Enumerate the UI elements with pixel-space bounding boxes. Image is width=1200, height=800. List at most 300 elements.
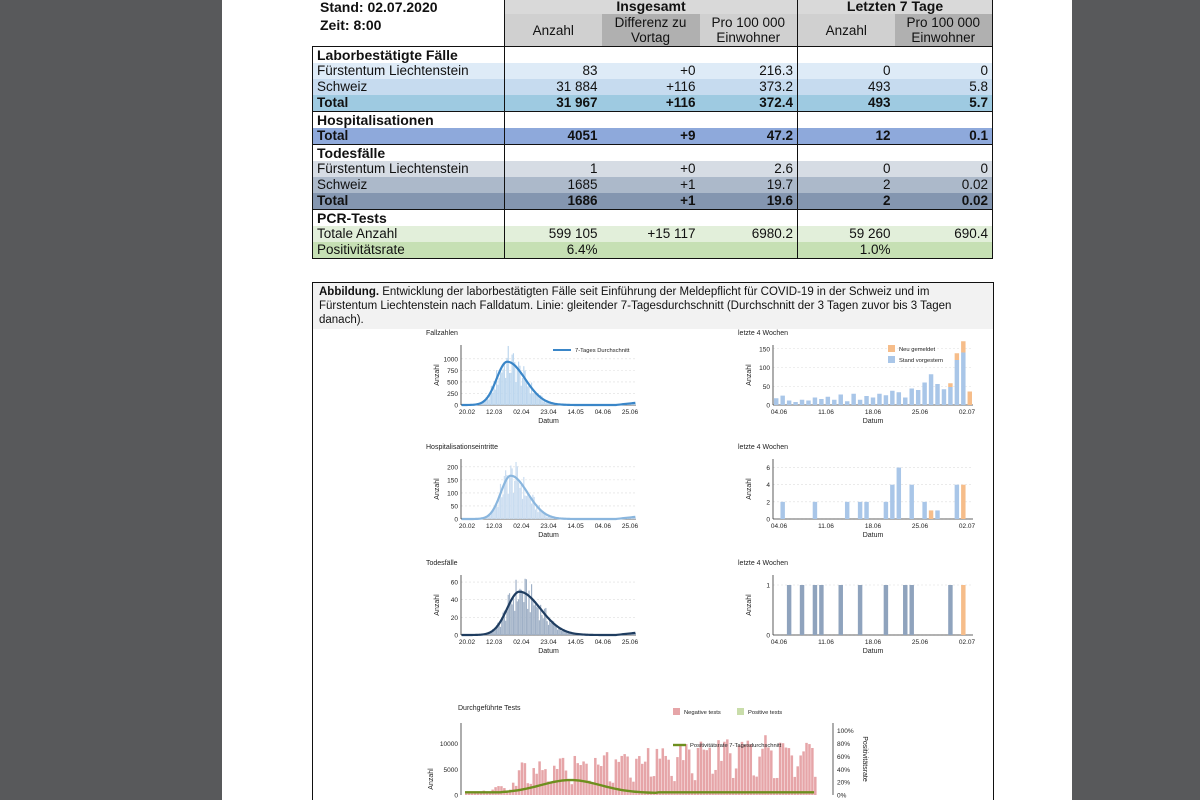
chart-title: Durchgeführte Tests [458,705,521,712]
bar [729,753,731,795]
bar [594,758,596,795]
bar [500,369,501,405]
x-tick-label: 14.05 [567,639,584,646]
bar [531,584,532,635]
x-tick-label: 23.04 [540,639,557,646]
cell-pro-100000-7-tage: 5.8 [895,79,993,95]
y-tick-label: 150 [759,346,770,354]
bar [744,745,746,795]
section-title: Todesfälle [313,145,505,162]
table-row [313,193,993,210]
bar [884,395,888,405]
x-axis-label: Datum [862,532,884,539]
x-tick-label: 18.06 [864,639,882,646]
cell-pro-100000-7-tage: 0.02 [895,177,993,193]
bar [526,496,527,519]
bar [497,385,498,405]
bar [819,399,823,405]
row-label: Positivitätsrate [313,242,505,259]
bar [948,383,952,387]
bar [735,768,737,795]
cell-anzahl-7-tage: 493 [798,79,895,95]
bar [929,374,933,405]
bar [536,607,537,635]
bar [495,630,496,635]
y-tick-label: 0 [454,516,458,524]
cell-anzahl-7-tage: 2 [798,193,895,210]
cell-anzahl: 1686 [505,193,602,210]
bar [800,400,804,405]
bar [813,398,817,406]
cell-differenz: +116 [602,79,700,95]
bar [506,358,507,405]
caption-label: Abbildung. [319,286,380,298]
cell-pro-100000-7-tage: 0 [895,63,993,79]
bar [814,777,816,795]
y-axis-label: Anzahl [746,594,753,616]
x-tick-label: 20.02 [458,523,476,530]
bar [799,755,801,795]
section-spacer [602,145,700,162]
x-tick-label: 20.02 [458,409,476,416]
bar [532,600,533,635]
section-spacer [602,112,700,129]
bar [550,623,551,635]
bar [493,510,494,519]
bar [497,507,498,519]
bar [909,485,913,519]
bar [884,585,888,635]
cell-anzahl-7-tage: 12 [798,128,895,145]
bar [682,760,684,795]
bar [468,794,470,795]
bar [522,378,523,405]
col-differenz: Differenz zu Vortag [602,14,700,47]
cell-differenz: +1 [602,177,700,193]
bar [513,493,514,519]
bar [811,748,813,795]
x-tick-label: 02.04 [513,639,530,646]
cell-empty [895,242,993,259]
bar [955,360,959,405]
x-tick-label: 18.06 [864,409,882,416]
y2-tick-label: 60% [837,753,851,761]
x-tick-label: 04.06 [594,639,611,646]
bar [527,386,528,405]
x-tick-label: 25.06 [911,523,929,530]
row-label: Schweiz [313,79,505,95]
bar [494,787,496,795]
bar [493,631,494,635]
bar [495,390,496,405]
bar [606,752,608,795]
cell-anzahl: 83 [505,63,602,79]
bar [562,758,564,795]
x-tick-label: 23.04 [540,409,557,416]
bar [935,510,939,519]
bar [513,598,514,635]
y-tick-label: 100 [447,490,458,498]
cell-anzahl: 1685 [505,177,602,193]
y-tick-label: 500 [447,379,458,387]
bar [526,579,527,635]
bar [864,396,868,405]
legend-swatch [673,708,680,715]
cell-anzahl-7-tage: 0 [798,161,895,177]
bar [528,494,529,519]
bar [903,585,907,635]
bar [512,604,513,635]
bar [961,353,965,406]
cell-anzahl-7-tage: 2 [798,177,895,193]
bar [499,378,500,405]
bar [761,749,763,795]
bar [568,780,570,795]
y2-tick-label: 20% [837,779,851,787]
bar [465,794,467,795]
cell-anzahl-7-tage: 1.0% [798,242,895,259]
bar [826,397,830,405]
bar [537,608,538,635]
x-tick-label: 20.02 [458,639,476,646]
bar [780,396,784,405]
bar [523,477,524,519]
cell-differenz: +9 [602,128,700,145]
cell-pro-100000-7-tage: 5.7 [895,95,993,112]
row-label: Totale Anzahl [313,226,505,242]
cell-differenz: +116 [602,95,700,112]
chart-title: letzte 4 Wochen [738,560,789,567]
bar [845,401,849,405]
bar [522,593,523,635]
y2-tick-label: 80% [837,741,851,749]
section-title: PCR-Tests [313,210,505,227]
header-empty [313,14,505,47]
bar [961,485,965,519]
stand-date: Stand: 02.07.2020 [320,0,438,15]
y2-tick-label: 40% [837,766,851,774]
bar [770,750,772,795]
y-axis-label: Anzahl [746,478,753,500]
y-tick-label: 5000 [443,766,458,774]
bar [513,353,514,405]
header-empty [313,0,505,14]
bar [800,585,804,635]
section-title: Hospitalisationen [313,112,505,129]
bar [738,746,740,795]
bar [531,504,532,519]
legend-label: Positivitätsrate 7-Tagesdurchschnitt [690,743,782,749]
bar [541,615,542,635]
bar [509,477,510,519]
bar [541,770,543,795]
bar [897,392,901,405]
x-tick-label: 02.07 [958,523,976,530]
bar [832,400,836,405]
bar [662,748,664,795]
bar [510,603,511,635]
table-row [313,128,993,145]
bar [519,589,520,635]
x-tick-label: 25.06 [911,409,929,416]
bar [723,742,725,795]
cell-differenz: +15 117 [602,226,700,242]
bar [720,761,722,795]
bar [544,769,546,795]
bar [796,766,798,795]
bar [517,466,518,519]
bar [961,585,965,635]
cell-pro-100000: 2.6 [700,161,798,177]
bar [793,402,797,405]
bar [547,621,548,635]
bar [741,742,743,795]
section-spacer [700,112,798,129]
bar [517,370,518,405]
cell-pro-100000: 373.2 [700,79,798,95]
bar [500,627,501,635]
figure-panel [312,282,994,800]
series-line [462,476,636,519]
x-tick-label: 02.07 [958,639,976,646]
cell-pro-100000-7-tage: 0.1 [895,128,993,145]
bar [576,763,578,795]
section-spacer [798,112,895,129]
bar [532,393,533,405]
bar [785,748,787,795]
y-tick-label: 0 [454,792,458,800]
x-tick-label: 04.06 [594,523,611,530]
cell-anzahl: 4051 [505,128,602,145]
bar [521,485,522,519]
x-tick-label: 12.03 [486,639,503,646]
bar [890,485,894,519]
x-tick-label: 11.06 [818,409,834,416]
bar [530,784,532,795]
bar [510,466,511,519]
bar [890,391,894,405]
bar [774,398,778,405]
bar [510,373,511,405]
bar [806,401,810,406]
cell-differenz: +0 [602,161,700,177]
bar [758,757,760,795]
section-spacer [505,112,602,129]
bar [562,631,563,635]
stand-time: Zeit: 8:00 [320,17,382,33]
bar [805,743,807,795]
bar [858,400,862,405]
x-tick-label: 04.06 [770,523,788,530]
bar [534,605,535,635]
bar [519,488,520,519]
bar [871,398,875,406]
x-tick-label: 25.06 [911,639,929,646]
bar [968,392,972,406]
caption-text: Entwicklung der laborbestätigten Fälle seit Einführung der Meldepflicht für COVID-19 in der Schweiz und im Fürstentum Liechtenstein nach Falldatum. Linie: gleitender 7-Tagesdurchschnitt (Durchschnitt der 3 Tagen zuvor bis 3 Tagen danach). [319,286,952,326]
x-tick-label: 25.06 [621,409,639,416]
cell-pro-100000-7-tage: 0 [895,161,993,177]
bar [897,468,901,519]
table-row [313,79,993,95]
summary-table [312,0,993,259]
x-tick-label: 25.06 [621,523,639,530]
chart-title: Todesfälle [426,560,458,567]
bar [656,749,658,795]
bar [530,394,531,405]
bar [750,745,752,795]
bar [667,760,669,795]
bar [884,502,888,519]
x-axis-label: Datum [538,648,559,655]
x-axis-label: Datum [862,418,884,425]
section-spacer [602,47,700,64]
bar [813,502,817,519]
bar [909,585,913,635]
bar [534,497,535,519]
bar [508,494,509,519]
y-tick-label: 2 [766,499,770,507]
bar [521,386,522,405]
bar [787,401,791,406]
bar [858,585,862,635]
bar [839,585,843,635]
legend-swatch [888,356,895,363]
cell-anzahl: 31 967 [505,95,602,112]
bar [508,346,509,405]
col-anzahl-7-tage: Anzahl [798,14,895,47]
cell-pro-100000: 216.3 [700,63,798,79]
bar [501,373,502,405]
x-axis-label: Datum [538,418,559,425]
bar [632,782,634,795]
row-label: Total [313,128,505,145]
bar [527,609,528,635]
section-spacer [505,210,602,227]
row-label: Total [313,193,505,210]
y2-tick-label: 100% [837,728,854,736]
y-tick-label: 10000 [439,741,458,749]
y-tick-label: 50 [762,383,770,391]
cell-pro-100000-7-tage: 690.4 [895,226,993,242]
cell-anzahl: 1 [505,161,602,177]
bar [514,611,515,635]
cell-differenz: +0 [602,63,700,79]
bar [791,755,793,795]
y-tick-label: 6 [766,465,770,473]
bar [903,398,907,406]
y-tick-label: 750 [447,367,458,375]
legend-label: Neu gemeldet [899,347,936,353]
bar [500,786,502,795]
bar [922,502,926,519]
bar [565,771,567,795]
bar [839,395,843,406]
bar [597,765,599,795]
y-axis-label: Anzahl [746,364,753,386]
bar [490,516,491,519]
bar [523,602,524,635]
document-page [222,0,1072,800]
x-tick-label: 18.06 [864,523,882,530]
bar [537,512,538,519]
legend-swatch [888,345,895,352]
bar [591,784,593,795]
y-tick-label: 150 [447,477,458,485]
bar [600,766,602,795]
section-spacer [505,47,602,64]
bar [525,579,526,635]
bar [541,512,542,519]
bar [787,585,791,635]
bar [948,387,952,405]
bar [514,481,515,519]
bar [535,601,536,635]
x-tick-label: 04.06 [770,409,788,416]
bar [585,764,587,795]
bar [664,756,666,795]
bar [545,608,546,635]
cell-pro-100000: 19.7 [700,177,798,193]
bar [697,748,699,795]
bar [532,768,534,795]
bar [851,394,855,405]
row-label: Fürstentum Liechtenstein [313,161,505,177]
bar [623,754,625,795]
bar [492,393,493,405]
y-tick-label: 0 [766,516,770,524]
bar [471,794,473,795]
bar [530,612,531,635]
section-spacer [798,210,895,227]
y2-tick-label: 0% [837,792,847,800]
y-tick-label: 0 [454,632,458,640]
y-tick-label: 20 [450,614,458,622]
bar [909,389,913,406]
cell-pro-100000: 47.2 [700,128,798,145]
bar [506,611,507,635]
cell-anzahl-7-tage: 59 260 [798,226,895,242]
bar [535,774,537,795]
bar [515,382,516,405]
bar [935,384,939,405]
bar [802,751,804,795]
bar [521,590,522,635]
bar [706,750,708,795]
y-tick-label: 0 [454,402,458,410]
bar [559,758,561,795]
group-letzten-7-tage: Letzten 7 Tage [798,0,993,14]
legend-label: Stand vorgestern [899,358,944,364]
legend-label: Negative tests [684,710,721,716]
cell-pro-100000: 19.6 [700,193,798,210]
bar [557,630,558,635]
bar [509,373,510,405]
cell-differenz: +1 [602,193,700,210]
bar [548,625,549,635]
x-tick-label: 12.03 [486,409,503,416]
bar [561,631,562,635]
section-spacer [602,210,700,227]
chart-title: Hospitalisationseintritte [426,444,498,451]
bar [571,784,573,795]
y-tick-label: 50 [450,503,458,511]
table-row [313,63,993,79]
bar [858,502,862,519]
bar [502,494,503,519]
legend-swatch [737,708,744,715]
y-tick-label: 1 [766,582,770,590]
